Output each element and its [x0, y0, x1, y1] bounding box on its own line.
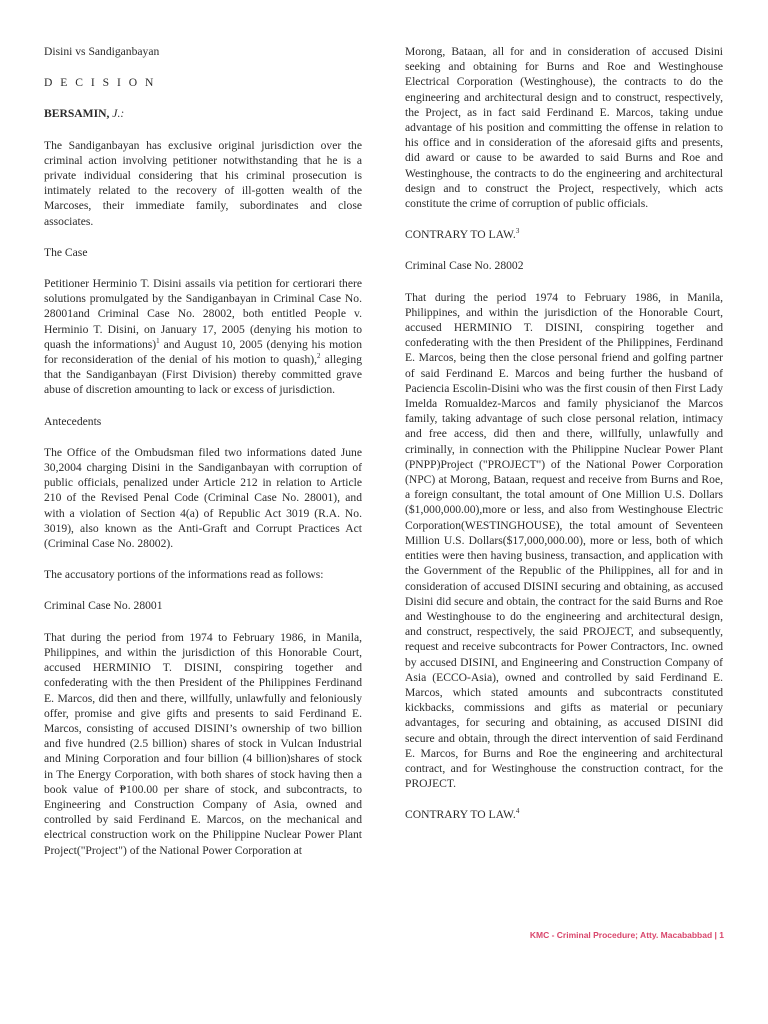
case-text-part1: Petitioner Herminio T. Disini assails via petition for certiorari there solutions promulgated by the Sandiganbayan in Criminal Case No. 28001and Criminal Case No. 28002, both entitled People v. Herminio T. Disini, on January 17, 2005 (denying his motion to quash the informations) [44, 277, 362, 351]
left-column [44, 44, 362, 874]
case-text-part2: and August 10, 2005 (denying his motion for reconsideration of the denial of his motion to quash), [44, 337, 362, 367]
document-title: Disini vs Sandiganbayan [44, 45, 160, 58]
case-28001-heading: Criminal Case No. 28001 [44, 599, 163, 613]
footnote-ref-3[interactable]: 3 [515, 227, 520, 236]
case-paragraph [44, 276, 362, 398]
case-text-part3: alleging that the Sandiganbayan (First Division) thereby committed grave abuse of discretion amounting to lack or excess of jurisdiction. [44, 353, 362, 397]
right-column [405, 44, 723, 839]
ponente-line [44, 106, 362, 121]
footnote-ref-2[interactable]: 2 [317, 352, 321, 361]
contrary-to-law-2 [405, 807, 723, 822]
case-28002-heading: Criminal Case No. 28002 [405, 259, 524, 273]
judge-suffix: J.: [112, 107, 125, 121]
case-28002-paragraph: That during the period 1974 to February 1986, in Manila, Philippines, and within the jurisdiction of the Honorable Court, accused HERMINIO T. DISINI, conspiring together and confederating with the then President of the Philippines, Ferdinand E. Marcos, being then the close personal friend and golfing partner of said Ferdinand E. Marcos and being further the husband of Paciencia Escolin-Disini who was the first cousin of then First Lady Imelda Romualdez-Marcos and family physicianof the Marcos family, taking advantage of such close personal relation, intimacy and free access, did then and there, willfully, unlawfully and criminally, in connection with the Philippine Nuclear Power Plant (PNPP)Project ("PROJECT") of the National Power Corporation (NPC) at Morong, Bataan, request and receive from Burns and Roe, a foreign consultant, the total amount of One Million U.S. Dollars ($1,000,000.00),more or less, and also from Westinghouse Electric Corporation(WESTINGHOUSE), the total amount of Seventeen Million U.S. Dollars($17,000,000.00), more or less, both of which entities were then having business, transaction, and application with the Government of the Republic of the Philippines, all for and in consideration of accused DISINI securing and obtaining, as accused Disini did secure and obtain, the contract for the said Burns and Roe and Westinghouse to do the engineering and architectural design, and construct, respectively, the said PROJECT, and subsequently, request and receive subcontracts for Power Contractors, Inc. owned by accused DISINI, and Engineering and Construction Company of Asia (ECCO-Asia), owned and controlled by said Ferdinand E. Marcos, which stated amounts and subcontracts constituted kickbacks, commissions and gifts as material or pecuniary advantages, for securing and obtaining, as accused DISINI did secure and obtain, through the direct intervention of said Ferdinand E. Marcos, for Burns and Roe the engineering and architectural contract, and for Westinghouse the construction contract, for the PROJECT. [405, 290, 723, 791]
accusatory-intro: The accusatory portions of the informations read as follows: [44, 568, 324, 582]
intro-paragraph: The Sandiganbayan has exclusive original jurisdiction over the criminal action involving petitioner notwithstanding that he is a private individual considering that his criminal prosecution is intimately related to the recovery of ill-gotten wealth of the Marcoses, their immediate family, subordinates and close associates. [44, 138, 362, 228]
contrary-text-1: CONTRARY TO LAW. [405, 228, 516, 242]
contrary-to-law-1 [405, 227, 723, 242]
case-heading: The Case [44, 245, 88, 259]
decision-heading: D E C I S I O N [44, 76, 156, 90]
case-28001-continued: Morong, Bataan, all for and in consideration of accused Disini seeking and obtaining for Burns and Roe and Westinghouse Electrical Corporation (Westinghouse), the contracts to do the engineering and architectural design and to construct, respectively, the Project, as in fact said Ferdinand E. Marcos, taking undue advantage of his position and committing the offense in relation to his office and in consideration of the aforesaid gifts and presents, did award or cause to be awarded to said Burns and Roe and Westinghouse, the contracts to do the engineering and architectural design and to construct the Project, respectively, which acts constitute the crime of corruption of public officials. [405, 45, 723, 211]
case-28001-paragraph: That during the period from 1974 to February 1986, in Manila, Philippines, and within the jurisdiction of this Honorable Court, accused HERMINIO T. DISINI, conspiring together and confederating with the then President of the Philippines Ferdinand E. Marcos, did then and there, willfully, unlawfully and feloniously offer, promise and give gifts and presents to said Ferdinand E. Marcos, consisting of accused DISINI’s ownership of two billion and five hundred (2.5 billion) shares of stock in Vulcan Industrial and Mining Corporation and four billion (4 billion)shares of stock in The Energy Corporation, with both shares of stock having then a book value of ₱100.00 per share of stock, and subcontracts, to Engineering and Construction Company of Asia, owned and controlled by said Ferdinand E. Marcos, on the mechanical and electrical construction work on the Philippine Nuclear Power Plant Project("Project") of the National Power Corporation at [44, 630, 362, 857]
page-footer: KMC - Criminal Procedure; Atty. Macababbad | 1 [529, 930, 724, 940]
judge-name: BERSAMIN, [44, 107, 110, 121]
antecedents-paragraph: The Office of the Ombudsman filed two informations dated June 30,2004 charging Disini in the Sandiganbayan with corruption of public officials, penalized under Article 212 in relation to Article 210 of the Revised Penal Code (Criminal Case No. 28001), and with a violation of Section 4(a) of Republic Act 3019 (R.A. No. 3019), also known as the Anti-Graft and Corrupt Practices Act (Criminal Case No. 28002). [44, 445, 362, 551]
antecedents-heading: Antecedents [44, 414, 102, 428]
contrary-text-2: CONTRARY TO LAW. [405, 808, 516, 822]
footnote-ref-4[interactable]: 4 [515, 807, 520, 816]
footnote-ref-1[interactable]: 1 [156, 336, 160, 345]
